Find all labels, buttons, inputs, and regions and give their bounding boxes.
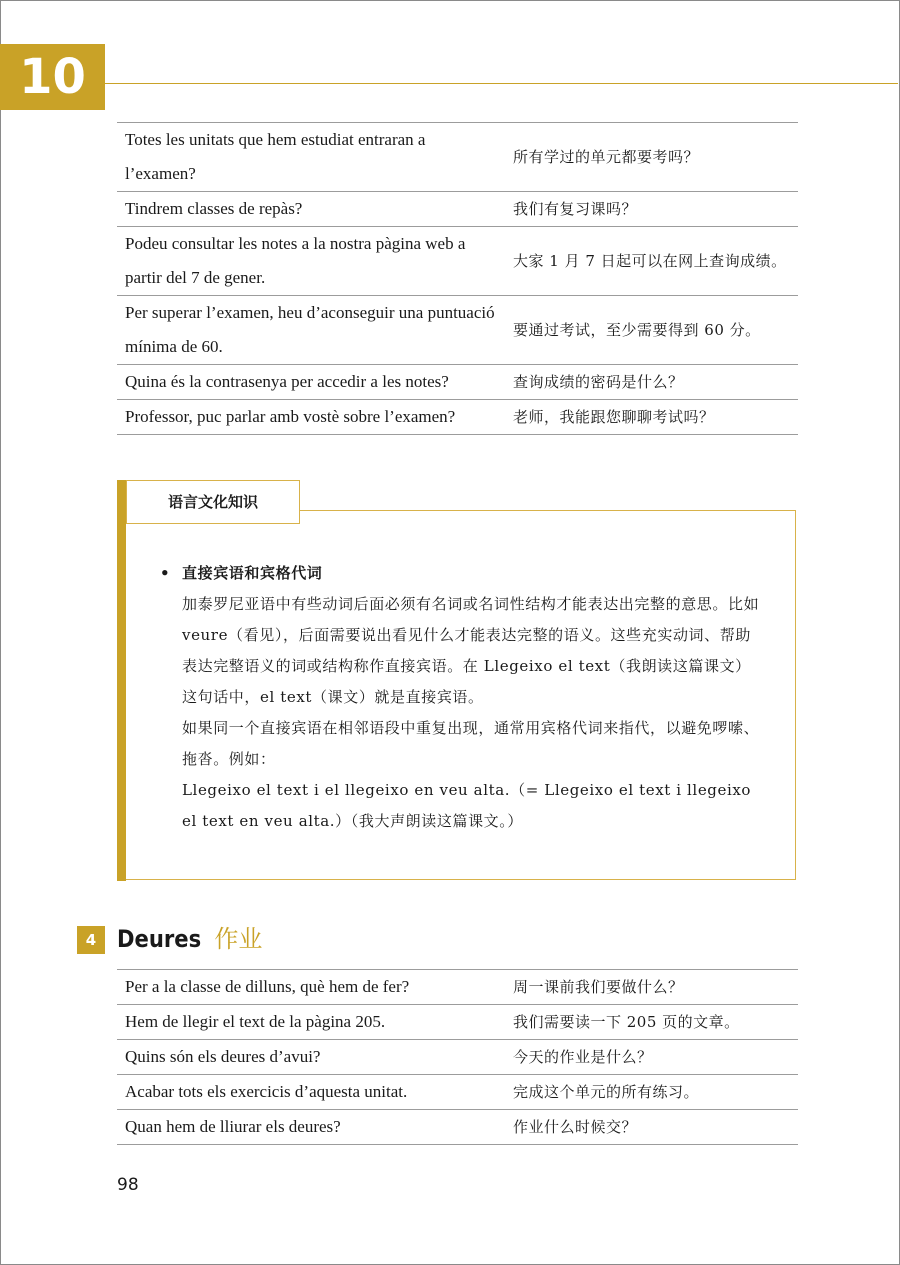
catalan-phrase: Tindrem classes de repàs?	[117, 192, 505, 227]
culture-paragraph: 加泰罗尼亚语中有些动词后面必须有名词或名词性结构才能表达出完整的意思。比如 veure（看见），后面需要说出看见什么才能表达完整的语义。这些充实动词、帮助表达完整语义的词或结构称作直接宾语。在 Llegeixo el text（我朗读这篇课文）这句话中，el text（课文）就是直接宾语。	[182, 595, 760, 706]
catalan-phrase: Quan hem de lliurar els deures?	[117, 1110, 505, 1145]
table-row	[117, 365, 798, 400]
chinese-translation: 所有学过的单元都要考吗？	[505, 123, 798, 192]
table-row	[117, 227, 798, 296]
chinese-translation: 我们有复习课吗？	[505, 192, 798, 227]
culture-note-heading-line	[160, 558, 760, 589]
culture-example: Llegeixo el text i el llegeixo en veu alta.（= Llegeixo el text i llegeixo el text en veu alta.）（我大声朗读这篇课文。）	[182, 781, 752, 830]
culture-note-title: 语言文化知识	[126, 480, 300, 524]
bullet-icon: •	[160, 564, 171, 582]
catalan-phrase: Acabar tots els exercicis d’aquesta unitat.	[117, 1075, 505, 1110]
section-title-catalan: Deures	[117, 925, 202, 953]
chinese-translation: 我们需要读一下 205 页的文章。	[505, 1005, 798, 1040]
section-title-chinese: 作业	[214, 925, 263, 953]
catalan-phrase: Quina és la contrasenya per accedir a les notes?	[117, 365, 505, 400]
chinese-translation: 完成这个单元的所有练习。	[505, 1075, 798, 1110]
table-row	[117, 192, 798, 227]
chapter-header-rule	[105, 83, 898, 84]
chinese-translation: 大家 1 月 7 日起可以在网上查询成绩。	[505, 227, 798, 296]
chinese-translation: 老师，我能跟您聊聊考试吗？	[505, 400, 798, 435]
section-title	[117, 922, 262, 956]
table-row	[117, 970, 798, 1005]
table-row	[117, 1005, 798, 1040]
catalan-phrase: Quins són els deures d’avui?	[117, 1040, 505, 1075]
table-row	[117, 1110, 798, 1145]
table-row	[117, 296, 798, 365]
chinese-translation: 今天的作业是什么？	[505, 1040, 798, 1075]
chinese-translation: 要通过考试，至少需要得到 60 分。	[505, 296, 798, 365]
chinese-translation: 查询成绩的密码是什么？	[505, 365, 798, 400]
chinese-translation: 作业什么时候交？	[505, 1110, 798, 1145]
table-row	[117, 1040, 798, 1075]
chapter-number-tab: 10	[0, 44, 105, 110]
culture-note-content	[160, 558, 760, 837]
section-number-badge: 4	[77, 926, 105, 954]
catalan-phrase: Totes les unitats que hem estudiat entraran a l’examen?	[117, 123, 505, 192]
culture-note-heading: 直接宾语和宾格代词	[182, 564, 323, 582]
page-number: 98	[117, 1175, 139, 1195]
table-row	[117, 400, 798, 435]
culture-paragraph: 如果同一个直接宾语在相邻语段中重复出现，通常用宾格代词来指代，以避免啰嗦、拖沓。例如：	[182, 719, 760, 768]
table-row	[117, 123, 798, 192]
table-row	[117, 1075, 798, 1110]
phrase-table-exams	[117, 122, 798, 435]
chinese-translation: 周一课前我们要做什么？	[505, 970, 798, 1005]
catalan-phrase: Hem de llegir el text de la pàgina 205.	[117, 1005, 505, 1040]
catalan-phrase: Podeu consultar les notes a la nostra pàgina web a partir del 7 de gener.	[117, 227, 505, 296]
catalan-phrase: Professor, puc parlar amb vostè sobre l’examen?	[117, 400, 505, 435]
phrase-table-homework	[117, 969, 798, 1145]
catalan-phrase: Per a la classe de dilluns, què hem de fer?	[117, 970, 505, 1005]
culture-note-accent-bar	[117, 480, 126, 881]
catalan-phrase: Per superar l’examen, heu d’aconseguir una puntuació mínima de 60.	[117, 296, 505, 365]
